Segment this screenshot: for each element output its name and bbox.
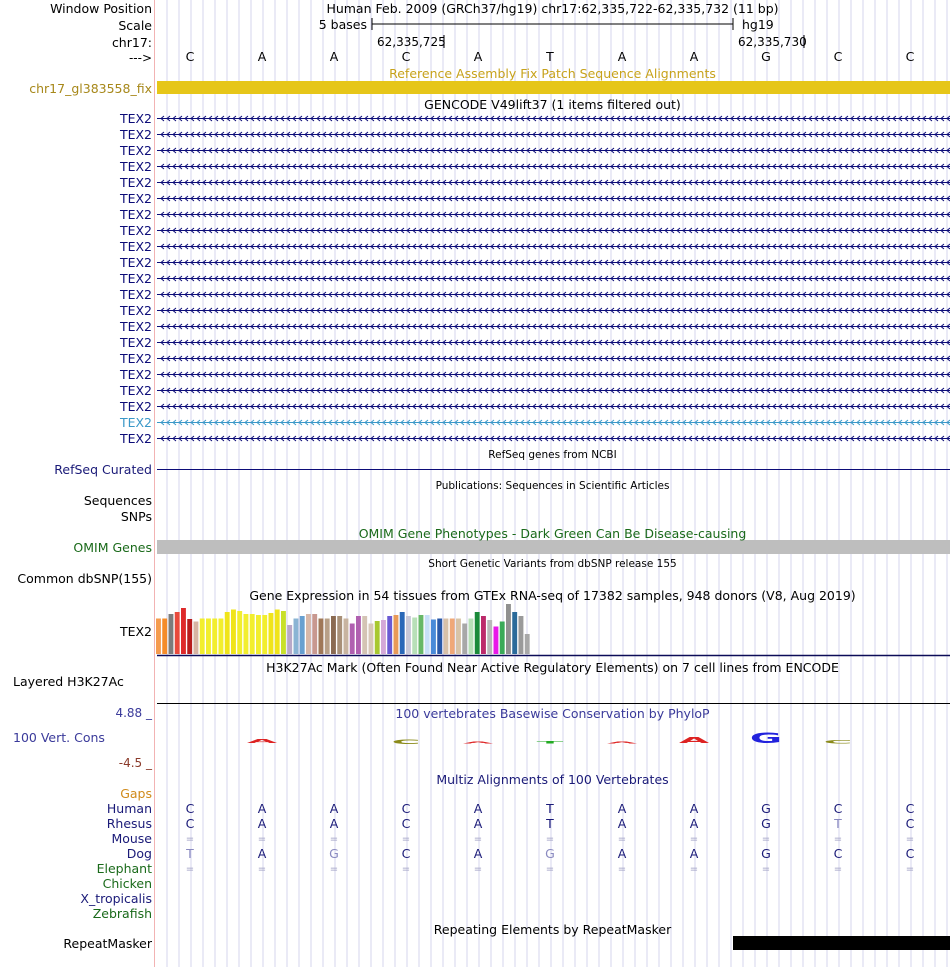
gtex-label[interactable]: TEX2 <box>119 624 152 639</box>
pos-right: 62,335,730 <box>738 35 807 49</box>
gtex-bar <box>525 634 530 654</box>
gtex-bar <box>450 619 455 655</box>
gtex-bar <box>219 619 224 655</box>
gtex-bar <box>475 612 480 654</box>
gtex-bar <box>312 614 317 654</box>
gencode-transcript-label[interactable]: TEX2 <box>119 111 152 126</box>
multiz-title[interactable]: Multiz Alignments of 100 Vertebrates <box>436 772 669 787</box>
multiz-base: A <box>689 816 699 831</box>
multiz-base: A <box>689 801 699 816</box>
gtex-bar <box>200 619 205 655</box>
gtex-bar <box>156 619 161 655</box>
gtex-bar <box>356 616 361 654</box>
multiz-base: C <box>401 801 411 816</box>
multiz-base: A <box>689 846 699 861</box>
gencode-transcript-label[interactable]: TEX2 <box>119 143 152 158</box>
cons-label[interactable]: 100 Vert. Cons <box>13 730 105 745</box>
multiz-base: = <box>761 864 771 875</box>
gtex-bar <box>331 616 336 654</box>
gtex-bar <box>256 615 261 654</box>
gtex-bar <box>325 619 330 655</box>
gtex-bar <box>387 616 392 654</box>
multiz-base: = <box>545 834 555 845</box>
gencode-transcript-label[interactable]: TEX2 <box>119 175 152 190</box>
multiz-base: = <box>185 834 195 845</box>
cons-ymax: 4.88 _ <box>115 706 152 720</box>
gtex-bar <box>319 619 324 655</box>
window-position-label: Window Position <box>50 1 152 16</box>
multiz-base: C <box>185 801 195 816</box>
multiz-gaps-label[interactable]: Gaps <box>120 786 152 801</box>
gtex-bar <box>162 619 167 655</box>
multiz-base: A <box>329 801 339 816</box>
gencode-transcript-label[interactable]: TEX2 <box>119 287 152 302</box>
publications-label-sequences[interactable]: Sequences <box>83 493 152 508</box>
pos-left: 62,335,725 <box>377 35 446 49</box>
refseq-title[interactable]: RefSeq genes from NCBI <box>488 449 617 461</box>
multiz-base: = <box>833 834 843 845</box>
gtex-bar <box>281 611 286 654</box>
gencode-transcript-label[interactable]: TEX2 <box>119 127 152 142</box>
fix-patch-bar <box>157 81 950 94</box>
omim-bar <box>157 540 950 554</box>
multiz-base: A <box>329 816 339 831</box>
gencode-transcript-label[interactable]: TEX2 <box>119 255 152 270</box>
multiz-base: = <box>617 864 627 875</box>
window-position-text: Human Feb. 2009 (GRCh37/hg19) chr17:62,335,722-62,335,732 (11 bp) <box>326 1 779 16</box>
multiz-base: = <box>905 864 915 875</box>
dbsnp-title[interactable]: Short Genetic Variants from dbSNP release 155 <box>428 558 677 570</box>
multiz-base: = <box>401 864 411 875</box>
multiz-base: A <box>473 816 483 831</box>
repeatmasker-block <box>733 936 950 950</box>
chrom-label: chr17: <box>111 35 152 50</box>
gtex-bar <box>481 616 486 654</box>
fix-patch-title[interactable]: Reference Assembly Fix Patch Sequence Alignments <box>389 66 716 81</box>
gtex-bar <box>231 610 236 655</box>
gtex-bar <box>187 619 192 654</box>
multiz-base: = <box>617 834 627 845</box>
gtex-bar <box>506 604 511 654</box>
reference-base: C <box>401 49 411 64</box>
gencode-transcript-label[interactable]: TEX2 <box>119 207 152 222</box>
multiz-species-label[interactable]: X_tropicalis <box>80 891 152 906</box>
multiz-base: = <box>473 864 483 875</box>
gtex-bar <box>512 612 517 654</box>
multiz-species-label[interactable]: Dog <box>126 846 152 861</box>
publications-label-snps[interactable]: SNPs <box>120 509 152 524</box>
multiz-base: = <box>185 864 195 875</box>
multiz-species-label[interactable]: Elephant <box>96 861 152 876</box>
gtex-bar <box>462 624 467 655</box>
gtex-bar <box>225 612 230 654</box>
gtex-bar <box>269 613 274 654</box>
gtex-bar <box>369 624 374 655</box>
gtex-bar <box>262 615 267 654</box>
multiz-base: A <box>473 846 483 861</box>
gencode-title[interactable]: GENCODE V49lift37 (1 items filtered out) <box>424 97 681 112</box>
gencode-transcript-label[interactable]: TEX2 <box>119 223 152 238</box>
multiz-base: G <box>545 846 555 861</box>
gtex-title[interactable]: Gene Expression in 54 tissues from GTEx RNA-seq of 17382 samples, 948 donors (V8, Aug 2019) <box>249 588 856 603</box>
gtex-bar <box>425 615 430 654</box>
multiz-base: A <box>473 801 483 816</box>
h3k27ac-label[interactable]: Layered H3K27Ac <box>13 674 124 689</box>
multiz-base: T <box>834 816 842 831</box>
reference-base: T <box>546 49 554 64</box>
gtex-bar <box>400 612 405 654</box>
multiz-base: A <box>617 846 627 861</box>
multiz-base: C <box>401 816 411 831</box>
cons-logo-letter: C <box>823 739 853 745</box>
gtex-bar <box>362 616 367 654</box>
gtex-bar <box>212 619 217 655</box>
gencode-transcript-label[interactable]: TEX2 <box>119 319 152 334</box>
gtex-bar <box>244 614 249 654</box>
gencode-transcript-label[interactable]: TEX2 <box>119 431 152 446</box>
multiz-base: C <box>905 846 915 861</box>
publications-title[interactable]: Publications: Sequences in Scientific Articles <box>435 480 670 492</box>
dbsnp-label[interactable]: Common dbSNP(155) <box>17 571 152 586</box>
gtex-bar <box>350 624 355 655</box>
multiz-base: C <box>185 816 195 831</box>
gtex-bar <box>444 619 449 655</box>
gtex-bar <box>519 616 524 654</box>
gtex-bar <box>194 622 199 655</box>
gtex-bar <box>381 620 386 654</box>
multiz-base: A <box>617 801 627 816</box>
reference-base: A <box>257 49 267 64</box>
cons-logo-letter: A <box>246 738 278 745</box>
multiz-base: A <box>257 846 267 861</box>
gencode-transcript-label[interactable]: TEX2 <box>119 191 152 206</box>
gtex-bar <box>456 619 461 655</box>
reference-base: C <box>833 49 843 64</box>
gtex-bar <box>344 619 349 655</box>
gencode-transcript-label[interactable]: TEX2 <box>119 335 152 350</box>
gtex-bar <box>300 616 305 654</box>
gtex-bar <box>487 620 492 654</box>
fix-patch-label[interactable]: chr17_gl383558_fix <box>29 81 152 96</box>
gencode-transcript-label[interactable]: TEX2 <box>119 159 152 174</box>
gtex-bar <box>175 612 180 654</box>
multiz-species-label[interactable]: Rhesus <box>106 816 152 831</box>
multiz-base: = <box>257 864 267 875</box>
multiz-base: C <box>833 801 843 816</box>
gtex-bar <box>500 622 505 655</box>
multiz-species-label[interactable]: Chicken <box>102 876 152 891</box>
repeatmasker-label[interactable]: RepeatMasker <box>63 936 152 951</box>
h3k27ac-title[interactable]: H3K27Ac Mark (Often Found Near Active Regulatory Elements) on 7 cell lines from ENCODE <box>266 660 839 675</box>
reference-base: A <box>329 49 339 64</box>
gtex-bar <box>206 619 211 655</box>
reference-base: C <box>905 49 915 64</box>
multiz-species-label[interactable]: Human <box>106 801 152 816</box>
reference-base: C <box>185 49 195 64</box>
multiz-species-label[interactable]: Zebrafish <box>92 906 152 921</box>
gtex-bar <box>494 627 499 655</box>
cons-logo-letter: G <box>749 730 783 747</box>
multiz-base: = <box>833 864 843 875</box>
cons-logo-letter: A <box>462 740 494 745</box>
multiz-species-label[interactable]: Mouse <box>111 831 152 846</box>
multiz-base: = <box>689 834 699 845</box>
cons-logo-letter: C <box>391 738 421 746</box>
gtex-bar <box>431 620 436 655</box>
multiz-base: G <box>329 846 339 861</box>
multiz-base: T <box>186 846 194 861</box>
gtex-bar <box>412 618 417 655</box>
multiz-base: = <box>329 864 339 875</box>
multiz-base: = <box>473 834 483 845</box>
gtex-bar <box>237 611 242 654</box>
gencode-transcript-label[interactable]: TEX2 <box>119 271 152 286</box>
gtex-bar <box>181 608 186 654</box>
multiz-base: = <box>329 834 339 845</box>
gencode-transcript-label[interactable]: TEX2 <box>119 351 152 366</box>
reference-base: G <box>761 49 771 64</box>
gtex-bar <box>337 616 342 654</box>
multiz-base: = <box>257 834 267 845</box>
gtex-bar <box>169 614 174 654</box>
refseq-label[interactable]: RefSeq Curated <box>54 462 152 477</box>
cons-ymin: -4.5 _ <box>118 756 152 770</box>
cons-logo-letter: A <box>606 741 638 744</box>
multiz-base: T <box>546 801 554 816</box>
gencode-transcript-label[interactable]: TEX2 <box>119 399 152 414</box>
multiz-base: = <box>905 834 915 845</box>
multiz-base: = <box>401 834 411 845</box>
reference-base: A <box>473 49 483 64</box>
multiz-base: G <box>761 816 771 831</box>
gtex-bar <box>469 619 474 655</box>
gencode-transcript-label[interactable]: TEX2 <box>119 367 152 382</box>
scale-db: hg19 <box>742 17 774 32</box>
multiz-base: = <box>545 864 555 875</box>
gtex-bar <box>406 616 411 654</box>
gtex-bar <box>437 619 442 655</box>
gencode-transcript-label[interactable]: TEX2 <box>119 303 152 318</box>
multiz-base: G <box>761 801 771 816</box>
gtex-bar <box>419 615 424 654</box>
multiz-base: C <box>905 801 915 816</box>
cons-title[interactable]: 100 vertebrates Basewise Conservation by PhyloP <box>395 706 710 721</box>
reference-base: A <box>617 49 627 64</box>
multiz-base: C <box>833 846 843 861</box>
gtex-bar <box>250 614 255 654</box>
multiz-base: = <box>689 864 699 875</box>
omim-title[interactable]: OMIM Gene Phenotypes - Dark Green Can Be Disease-causing <box>358 526 747 541</box>
gencode-transcript-label[interactable]: TEX2 <box>119 239 152 254</box>
omim-label[interactable]: OMIM Genes <box>73 540 152 555</box>
multiz-base: C <box>401 846 411 861</box>
multiz-base: = <box>761 834 771 845</box>
scale-label: Scale <box>118 18 152 33</box>
gencode-transcript-label[interactable]: TEX2 <box>119 383 152 398</box>
cons-logo-letter: A <box>678 735 710 745</box>
gtex-bar <box>287 625 292 654</box>
multiz-base: A <box>257 801 267 816</box>
gtex-bar <box>394 615 399 654</box>
gencode-transcript-label[interactable]: TEX2 <box>119 415 152 430</box>
scale-bases: 5 bases <box>318 17 367 32</box>
multiz-base: T <box>546 816 554 831</box>
cons-logo-letter: T <box>536 740 564 745</box>
multiz-base: A <box>617 816 627 831</box>
gtex-bar <box>275 610 280 655</box>
multiz-base: C <box>905 816 915 831</box>
repeatmasker-title[interactable]: Repeating Elements by RepeatMasker <box>433 922 672 937</box>
gtex-bar <box>375 621 380 654</box>
reference-base: A <box>689 49 699 64</box>
gtex-bar <box>294 619 299 655</box>
strand-label: ---> <box>128 51 152 65</box>
gtex-bar <box>306 614 311 654</box>
multiz-base: G <box>761 846 771 861</box>
multiz-base: A <box>257 816 267 831</box>
